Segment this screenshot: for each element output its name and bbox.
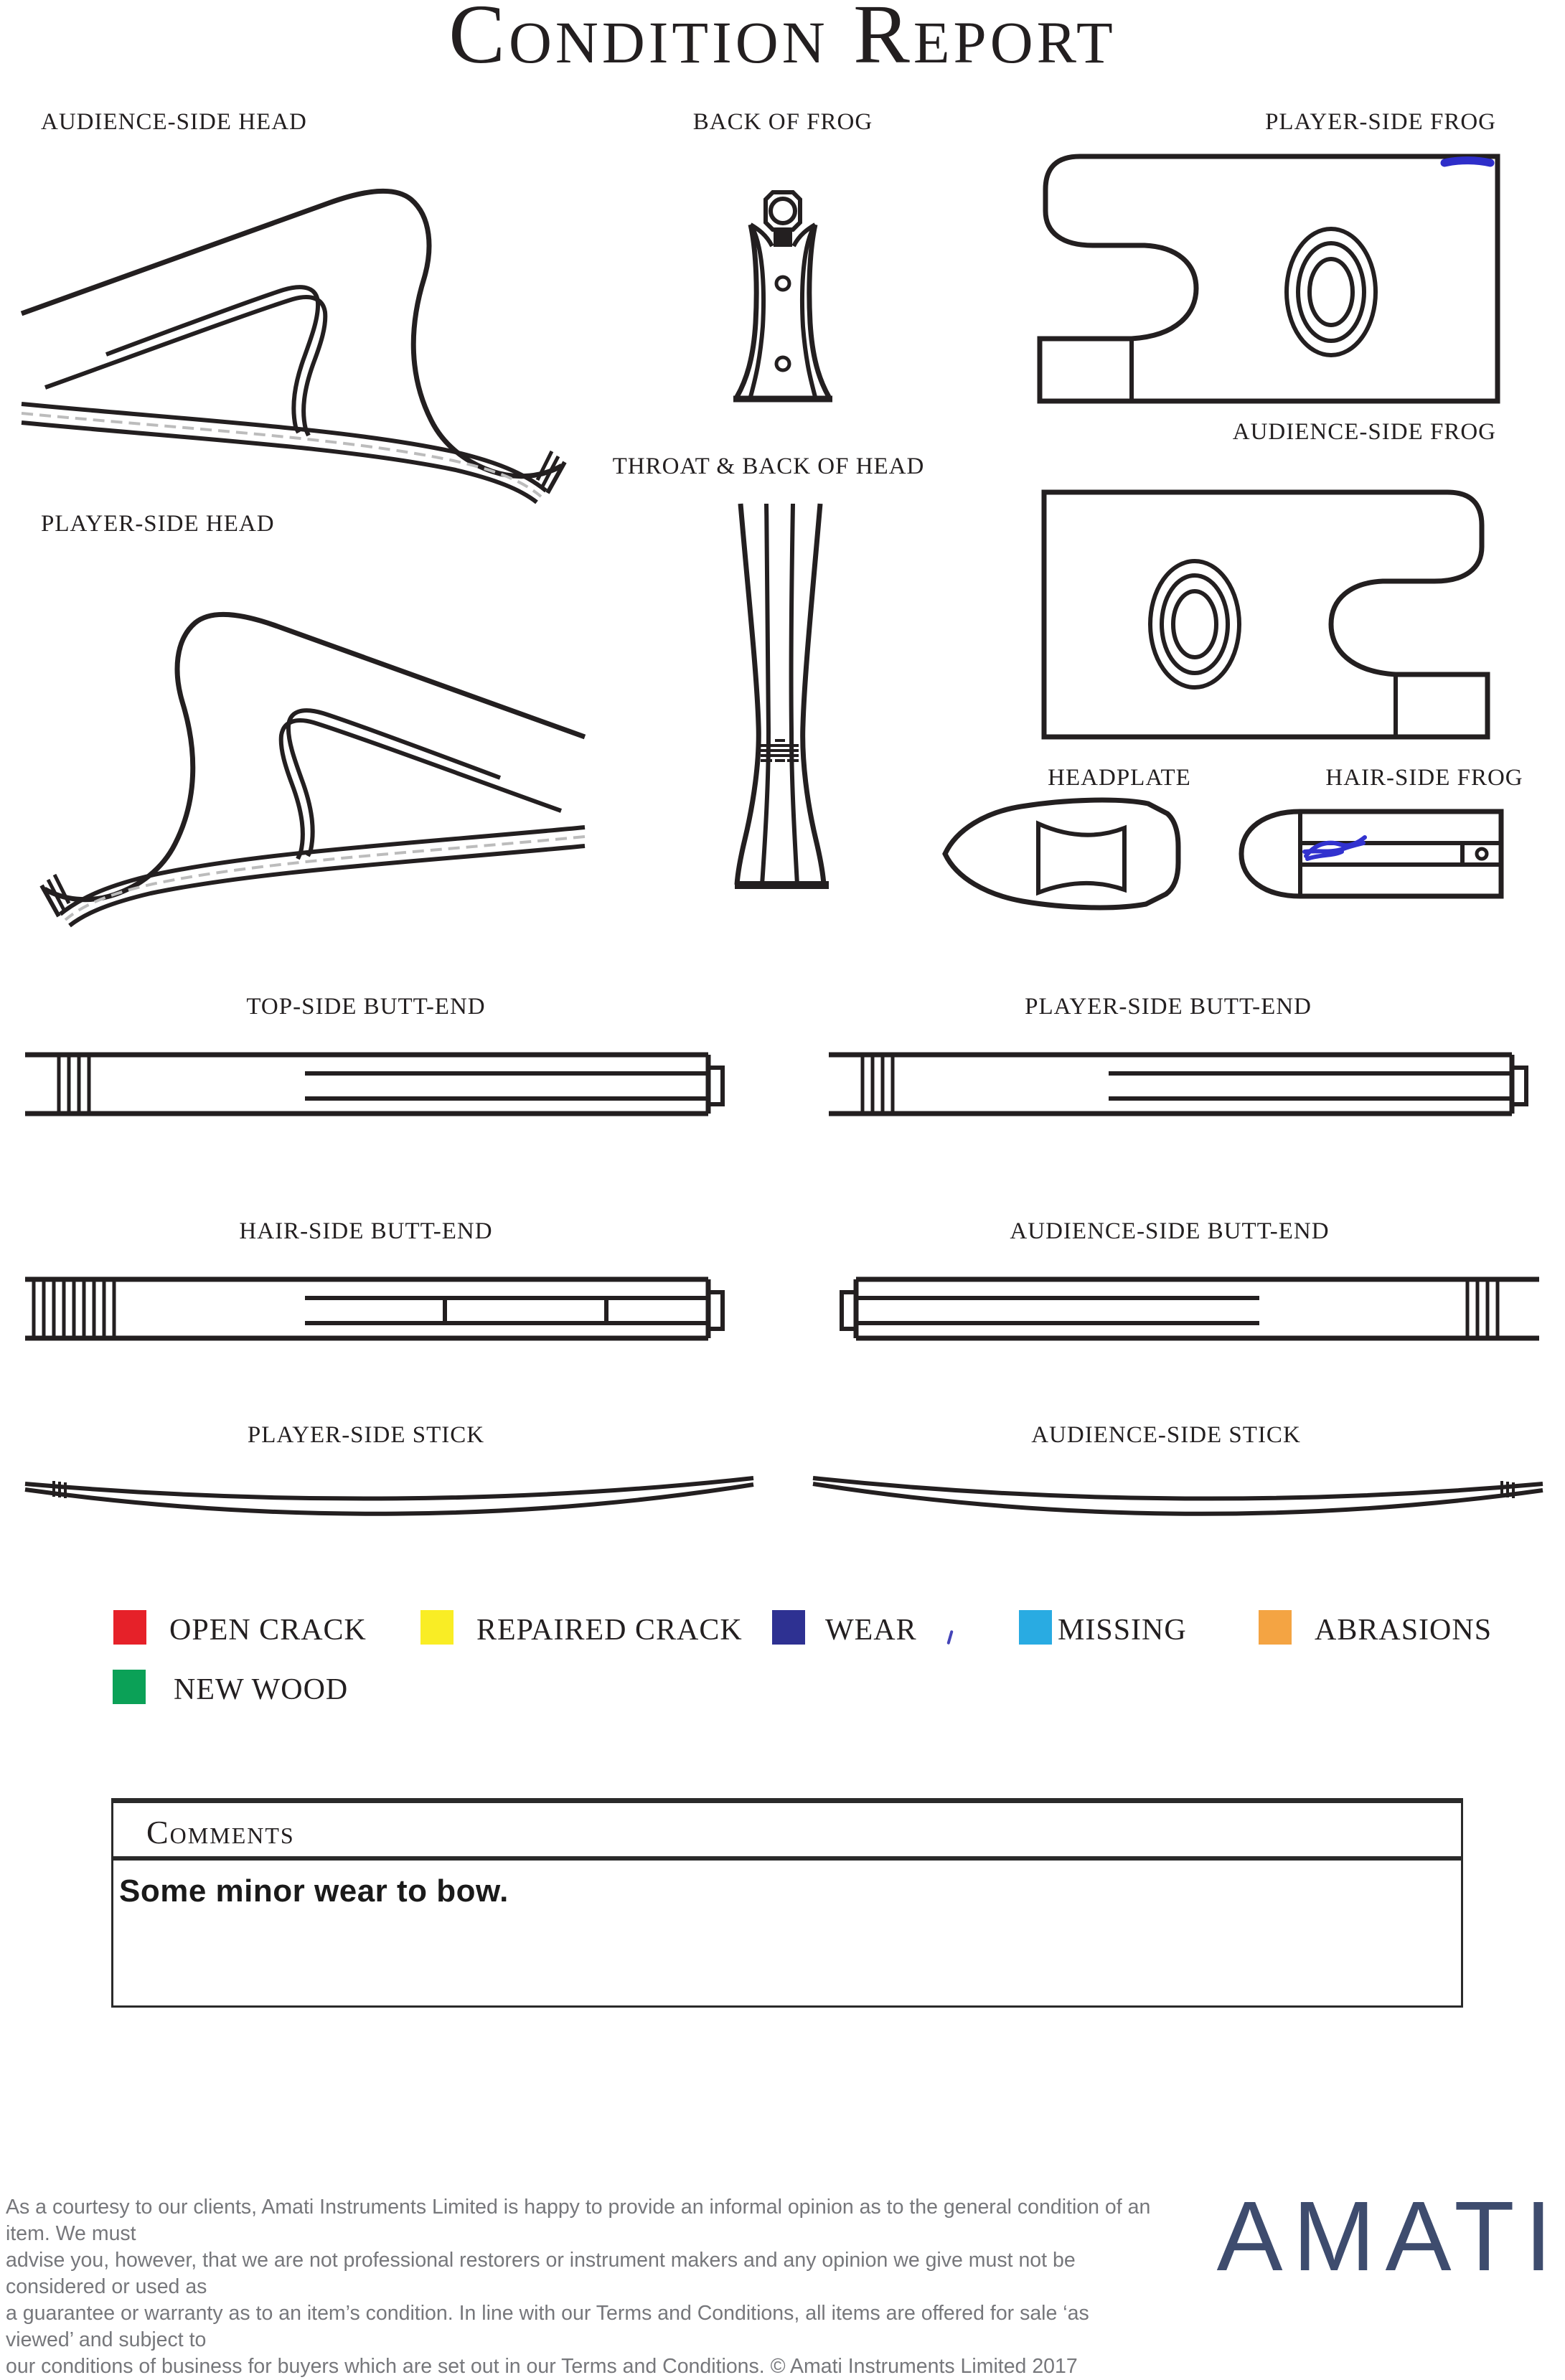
headplate-drawing: [936, 796, 1184, 911]
headplate-outline: [945, 800, 1178, 908]
label-hair-side-butt-end: HAIR-SIDE BUTT-END: [239, 1218, 493, 1244]
audience-side-frog-drawing: [1023, 488, 1505, 743]
disclaimer-line-3: a guarantee or warranty as to an item’s condition. In line with our Terms and Conditions, all items are offered for sale ‘as viewed’ and subject to: [6, 2302, 1089, 2351]
legend-label-open-crack: OPEN CRACK: [169, 1614, 367, 1647]
legend-swatch-repaired-crack: [420, 1610, 453, 1645]
legend-swatch-wear: [772, 1610, 805, 1645]
ferrule-eye: [1477, 849, 1487, 859]
legend-swatch-open-crack: [113, 1610, 146, 1645]
throat-right-inner: [791, 504, 797, 885]
button-cap: [842, 1292, 856, 1329]
label-player-side-butt-end: PLAYER-SIDE BUTT-END: [1025, 994, 1312, 1020]
back-of-frog-drawing: [718, 183, 847, 409]
button-cap: [708, 1292, 723, 1329]
stick-top-line: [813, 1478, 1543, 1499]
label-hair-side-frog: HAIR-SIDE FROG: [1325, 765, 1523, 791]
frog-outline: [1044, 492, 1488, 737]
label-throat-back-of-head: THROAT & BACK OF HEAD: [612, 453, 925, 479]
label-back-of-frog: BACK OF FROG: [692, 109, 873, 135]
wear-annotation-scribble: [1305, 837, 1365, 859]
legend-label-new-wood: NEW WOOD: [174, 1673, 349, 1706]
frog-outline: [1040, 156, 1498, 401]
lapping-hatch: [34, 1279, 114, 1338]
label-audience-side-butt-end: AUDIENCE-SIDE BUTT-END: [1010, 1218, 1330, 1244]
legend-swatch-new-wood: [113, 1670, 146, 1704]
label-audience-side-head: AUDIENCE-SIDE HEAD: [41, 109, 307, 135]
adjuster-stem: [774, 230, 792, 247]
legend-swatch-missing: [1019, 1610, 1052, 1645]
label-player-side-head: PLAYER-SIDE HEAD: [41, 511, 275, 537]
legend-label-missing: MISSING: [1058, 1614, 1187, 1647]
label-audience-side-frog: AUDIENCE-SIDE FROG: [1232, 419, 1496, 445]
label-player-side-stick: PLAYER-SIDE STICK: [247, 1422, 485, 1448]
button-cap: [1512, 1068, 1526, 1104]
hair-side-frog-drawing: [1234, 807, 1507, 902]
player-side-stick-drawing: [22, 1464, 761, 1535]
wear-annotation-mark: [1444, 161, 1490, 163]
adjuster-button-eye: [771, 199, 795, 223]
legend-label-repaired-crack: REPAIRED CRACK: [476, 1614, 743, 1647]
frog-eye-inner: [1173, 591, 1216, 657]
disclaimer-line-1: As a courtesy to our clients, Amati Instruments Limited is happy to provide an informal opinion as to the general condition of an item. We must: [6, 2196, 1151, 2245]
player-side-butt-end-drawing: [829, 1044, 1539, 1130]
label-headplate: HEADPLATE: [1048, 765, 1191, 791]
stick-top-line: [25, 1478, 753, 1499]
audience-side-stick-drawing: [807, 1464, 1550, 1535]
headplate-inner-shape: [1038, 824, 1124, 893]
legend-label-wear: WEAR: [825, 1614, 917, 1647]
lapping-hatch: [59, 1055, 89, 1114]
frog-body-left-outer: [737, 225, 756, 397]
audience-side-butt-end-drawing: [829, 1269, 1539, 1355]
amati-logo: AMATI: [1216, 2181, 1562, 2292]
disclaimer-line-2: advise you, however, that we are not professional restorers or instrument makers and any opinion we give must not be considered or used as: [6, 2249, 1076, 2298]
legend-label-abrasions: ABRASIONS: [1315, 1614, 1493, 1647]
label-audience-side-stick: AUDIENCE-SIDE STICK: [1031, 1422, 1301, 1448]
label-player-side-frog: PLAYER-SIDE FROG: [1265, 109, 1496, 135]
comments-text: Some minor wear to bow.: [119, 1873, 509, 1909]
footer-disclaimer: [6, 2194, 1154, 2380]
stray-pen-mark: [946, 1630, 953, 1645]
hair-side-butt-end-drawing: [25, 1269, 735, 1355]
throat-left-outer: [737, 504, 758, 885]
disclaimer-line-4: our conditions of business for buyers which are set out in our Terms and Conditions. © Amati Instruments Limited 2017: [6, 2355, 1078, 2378]
comments-box: [111, 1798, 1463, 2008]
button-cap: [708, 1068, 723, 1104]
lapping-hatch: [863, 1055, 893, 1114]
pearl-eye-upper: [776, 277, 789, 290]
player-side-frog-drawing: [1023, 152, 1505, 407]
top-side-butt-end-drawing: [25, 1044, 735, 1130]
throat-left-inner: [762, 504, 769, 885]
frog-body-right-outer: [809, 225, 829, 397]
comments-header: Comments: [113, 1803, 1461, 1861]
ridge-hatch-center: [770, 739, 790, 762]
page-title: Condition Report: [448, 0, 1117, 81]
audience-side-head-drawing: [22, 140, 585, 481]
player-side-head-drawing: [22, 563, 585, 904]
frog-eye-inner: [1310, 259, 1353, 325]
label-top-side-butt-end: TOP-SIDE BUTT-END: [246, 994, 486, 1020]
throat-right-outer: [803, 504, 824, 885]
legend-swatch-abrasions: [1259, 1610, 1292, 1645]
lapping-hatch: [1467, 1279, 1498, 1338]
throat-back-of-head-drawing: [725, 495, 832, 897]
head-base-bar: [735, 881, 829, 889]
pearl-eye-lower: [776, 357, 789, 370]
